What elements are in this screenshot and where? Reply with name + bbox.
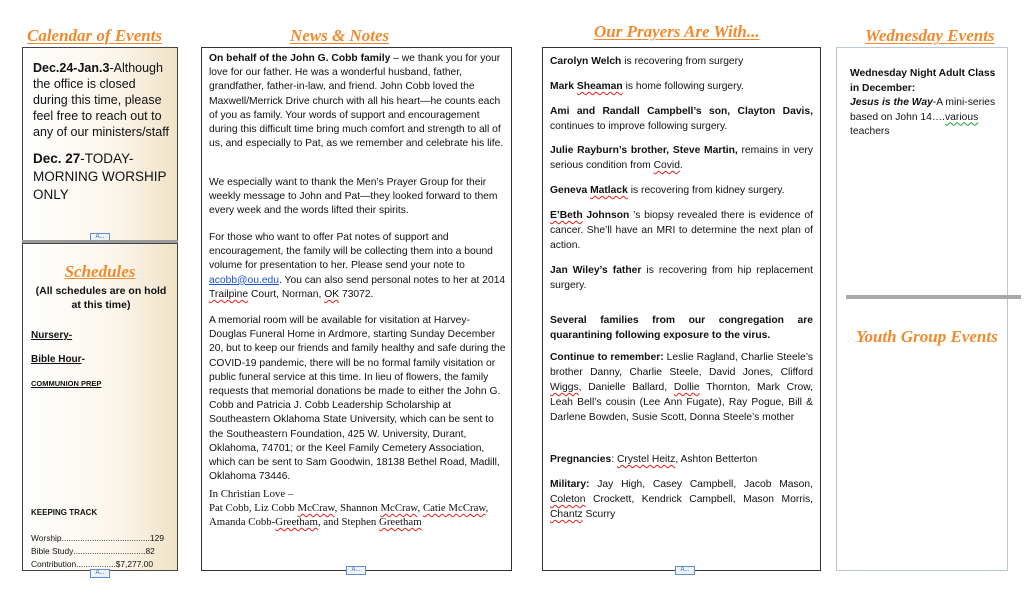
anchor-icon[interactable]: A...	[346, 566, 366, 575]
keeping-track-list	[31, 532, 169, 571]
news-signature	[209, 501, 506, 529]
prayer-name: Pregnancies	[550, 454, 612, 465]
track-value: $7,277.00	[115, 559, 153, 569]
prayer-text: remains in very serious condition from	[550, 145, 813, 171]
calendar-box[interactable]	[22, 47, 178, 243]
wednesday-teachers: teachers	[850, 126, 890, 137]
prayer-item	[550, 350, 813, 425]
bible-hour-text: Bible Hour	[31, 354, 82, 365]
sig-part: Catie McCraw	[422, 502, 486, 514]
sig-part: Amanda Cobb-	[209, 516, 276, 529]
track-row	[31, 545, 169, 558]
track-value: 82	[145, 546, 155, 556]
sig-part: McCraw	[297, 502, 335, 514]
prayer-text: Crystel Heitz	[616, 454, 676, 465]
prayer-item	[550, 313, 813, 343]
prayer-text: is recovering from hip replacement surgery.	[550, 265, 813, 291]
track-label: Contribution	[31, 559, 77, 569]
sig-part: ,	[417, 502, 423, 514]
prayer-text: is recovering from surgery	[621, 56, 744, 67]
prayer-item	[550, 452, 813, 467]
news-paragraph-1	[209, 52, 506, 151]
news-box[interactable]	[201, 47, 512, 571]
prayer-name: Ami and Randall Campbell’s son, Clayton Davis,	[550, 106, 813, 117]
news-p1-text: – we thank you for your love for our father. He was a wonderful husband, father, grandfather, father-in-law, and friend. John Cobb loved the Maxwell/Merrick Drive church with all his heart—he counts each of you as family. Your words of support and encouragement during this difficult time bring much comfort and strength to all of us, and especially to Pat, as we remember and celebrate his life.	[209, 53, 504, 150]
nursery-label: Nursery-	[31, 330, 73, 341]
prayer-name: Mark	[550, 81, 577, 92]
prayer-name: Military:	[550, 479, 590, 490]
prayer-item	[550, 54, 813, 69]
wednesday-header: Wednesday Events	[865, 26, 995, 45]
prayer-item	[550, 143, 813, 173]
prayer-text: :	[611, 454, 617, 465]
schedules-title: Schedules	[64, 262, 136, 281]
wednesday-various: various	[945, 111, 979, 123]
wednesday-series: Jesus is the Way	[850, 97, 933, 108]
news-paragraph-4: A memorial room will be available for visitation at Harvey-Douglas Funeral Home in Ardmore, starting Sunday December 20, but to keep our friends and family healthy and safe during the COVID-19 pandemic, there will be no formal family visitation or public funeral service at this time. In lieu of flowers, the family requests that memorial donations be made to either the John G. Cobb and Patricia J. Cobb Leadership Scholarship at Southeastern Oklahoma State University, which can be sent to the Southeastern Foundation, 425 W. University, Durant, Oklahoma, 74701; or the Keel Family Cemetery Association, which can be sent to Sam Goodwin, 18138 Bethel Road, Madill, Oklahoma 73446.	[209, 315, 506, 483]
prayer-name: Several families from our congregation are quarantining following exposure to the virus.	[550, 315, 813, 341]
schedules-box[interactable]	[22, 243, 178, 571]
prayer-name: Johnson	[582, 210, 630, 221]
news-header: News & Notes	[290, 26, 390, 45]
schedules-note: (All schedules are on hold at this time)	[35, 285, 167, 311]
prayer-text: Scurry	[582, 509, 616, 520]
calendar-dates-2: Dec. 27	[33, 151, 81, 166]
prayer-name: Sheaman	[576, 81, 623, 92]
prayer-name: Carolyn Welch	[550, 56, 622, 67]
track-dots: ......................................	[61, 533, 150, 543]
calendar-text-1: -Although the office is closed during this time, please feel free to reach out to any of our ministers/staff	[33, 61, 169, 139]
prayer-text: continues to improve following surgery.	[550, 121, 728, 132]
news-closing: In Christian Love –	[209, 488, 294, 500]
sig-part: , Shannon	[334, 502, 381, 514]
keeping-track-title: KEEPING TRACK	[31, 508, 98, 517]
prayer-name: Jan Wiley’s father	[550, 265, 642, 276]
prayers-header: Our Prayers Are With...	[594, 22, 760, 41]
prayer-text: is home following surgery.	[622, 81, 744, 92]
track-row	[31, 532, 169, 545]
prayer-text: is recovering from kidney surgery.	[627, 185, 785, 196]
prayer-text: Chantz	[550, 509, 583, 520]
wednesday-text: -A mini-series based on John 14….	[850, 97, 996, 123]
track-dots: ...............................	[73, 546, 146, 556]
sig-part: McCraw	[380, 502, 418, 514]
news-paragraph-2: We especially want to thank the Men’s Prayer Group for their weekly message to John and Pat—they looked forward to them every week and the words lifted their spirits.	[209, 177, 498, 217]
prayer-text: Coleton	[550, 494, 586, 505]
prayer-name: Julie Rayburn’s brother, Steve Martin,	[550, 145, 738, 156]
prayer-item	[550, 263, 813, 293]
track-label: Worship	[31, 533, 62, 543]
prayer-text: Crockett, Kendrick Campbell, Mason Morris,	[585, 494, 813, 505]
sig-part: Greetham	[275, 516, 318, 529]
anchor-icon[interactable]: A...	[90, 233, 110, 242]
bible-hour-dash: -	[81, 354, 85, 365]
news-p3-street: Trailpine	[209, 288, 249, 300]
prayer-text: Thornton, Mark Crow, Leah Bell’s cousin (Lee Ann Fugate), Ray Pogue, Bill & Darlene Bowden, Susie Scott, Donna Steele’s mother	[550, 382, 814, 423]
section-divider	[846, 295, 1021, 299]
track-label: Bible Study	[31, 546, 74, 556]
calendar-entry-2	[33, 150, 173, 204]
email-link[interactable]: acobb@ou.edu	[209, 274, 280, 286]
prayer-text: Dollie	[673, 382, 700, 393]
news-p3-b: . You can also send personal notes to her at 2014	[279, 274, 506, 286]
youth-header: Youth Group Events	[856, 327, 998, 346]
prayer-text: Covid	[653, 160, 680, 171]
prayer-text: Leslie Ragland, Charlie Steele’s brother Danny, Charlie Steele, David Jones, Clifford	[550, 352, 813, 378]
news-p3-d: 73072.	[339, 288, 374, 300]
anchor-icon[interactable]: A...	[675, 566, 695, 575]
prayer-item	[550, 477, 813, 522]
prayer-name: Geneva	[550, 185, 591, 196]
track-dots: .................	[76, 559, 116, 569]
prayer-item	[550, 208, 813, 253]
prayer-text: , Danielle Ballard,	[578, 382, 674, 393]
wednesday-title: Wednesday Night Adult Class in December:	[850, 68, 996, 94]
sig-part: ,	[485, 502, 489, 514]
prayer-text: .	[679, 160, 683, 171]
news-p1-bold: On behalf of the John G. Cobb family	[209, 53, 391, 64]
communion-label: COMMUNION PREP	[31, 379, 102, 388]
prayer-text: , Ashton Betterton	[675, 454, 758, 465]
news-p3-state: OK	[324, 288, 340, 300]
anchor-icon[interactable]: A...	[90, 569, 110, 578]
prayer-item	[550, 79, 813, 94]
prayers-box[interactable]	[542, 47, 821, 571]
news-paragraph-3	[209, 231, 506, 302]
prayer-item	[550, 104, 813, 134]
calendar-dates-1: Dec.24-Jan.3	[33, 61, 110, 75]
prayer-name: Matlack	[590, 185, 628, 196]
news-p3-c: Court, Norman,	[248, 288, 325, 300]
prayer-text: Jay High, Casey Campbell, Jacob Mason,	[589, 479, 813, 490]
prayer-name: Continue to remember:	[550, 352, 664, 363]
calendar-text-2: -TODAY-MORNING WORSHIP ONLY	[33, 151, 167, 202]
prayer-text: ’s biopsy revealed there is evidence of cancer. She’ll have an MRI to determine the next plan of action.	[550, 210, 814, 251]
calendar-entry-1	[33, 60, 171, 140]
track-value: 129	[150, 533, 164, 543]
bible-hour-label	[31, 354, 85, 365]
prayer-item	[550, 183, 813, 198]
prayer-name: E’Beth	[550, 210, 583, 221]
calendar-header: Calendar of Events	[27, 26, 163, 45]
news-p3-a: For those who want to offer Pat notes of support and encouragement, the family will be collecting them into a bound volume for presentation to her. Please send your note to	[209, 232, 493, 272]
sig-part: Pat Cobb, Liz Cobb	[209, 502, 298, 514]
wednesday-events	[850, 67, 1000, 140]
sig-part: , and Stephen	[317, 516, 380, 529]
prayer-text: Wiggs	[550, 382, 579, 393]
sig-part: Greetham	[379, 516, 422, 529]
